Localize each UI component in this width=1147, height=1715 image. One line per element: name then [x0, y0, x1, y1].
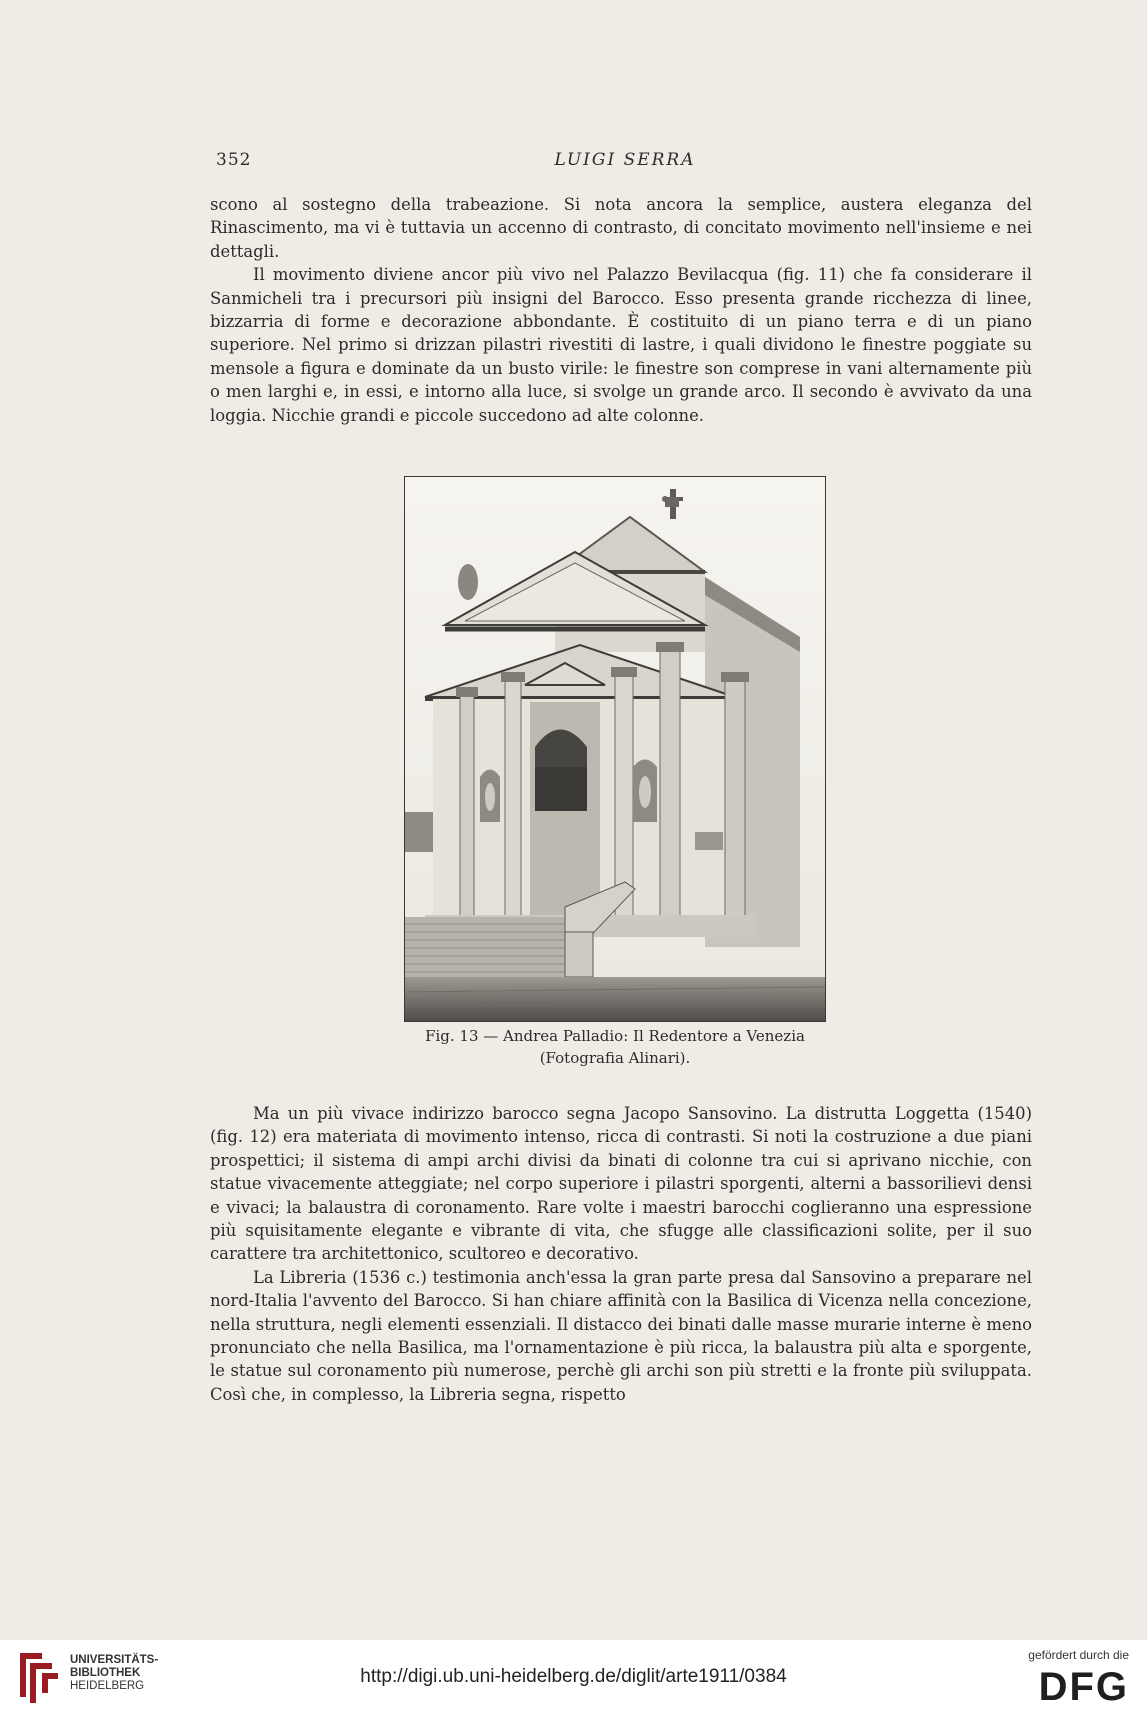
paragraph: La Libreria (1536 c.) testimonia anch'essa la gran parte presa dal Sansovino a preparare nel nord-Italia l'avvento del Barocco. Si han chiare affinità con la Basilica di Vicenza nella concezione, nella struttura, negli elementi essenziali. Il distacco dei binati dalle masse murarie interne è meno pronunciato che nella Basilica, ma l'ornamentazione è più ricca, la balaustra più alta e sporgente, le statue sul coronamento più numerose, perchè gli archi son più stretti e la fronte più sviluppata. Così che, in complesso, la Libreria segna, rispetto: [210, 1267, 1032, 1404]
figure-caption: [380, 1025, 850, 1069]
dfg-logo: DFG: [1038, 1665, 1129, 1709]
viewer-footer: [0, 1640, 1147, 1715]
paragraph: Il movimento diviene ancor più vivo nel Palazzo Bevilacqua (fig. 11) che fa considerare il Sanmicheli tra i precursori più insigni del Barocco. Esso presenta grande ricchezza di linee, bizzarria di forme e decorazione abbondante. È costituito di un piano terra e di un piano superiore. Nel primo si drizzan pilastri rivestiti di lastre, i quali dividono le finestre poggiate su mensole a figura e dominate da un busto virile: le finestre son comprese in vani alternamente più o men larghi e, in essi, e intorno alla luce, si svolge un grande arco. Il secondo è avvivato da una loggia. Nicchie grandi e piccole succedono ad alte colonne.: [210, 265, 1032, 425]
paragraph: scono al sostegno della trabeazione. Si nota ancora la semplice, austera eleganza del Rinascimento, ma vi è tuttavia un accenno di contrasto, di concitato movimento nell'insieme e nei dettagli.: [210, 195, 1032, 261]
figure-photograph: [404, 476, 826, 1022]
library-line: UNIVERSITÄTS-: [70, 1654, 159, 1666]
permalink-url[interactable]: http://digi.ub.uni-heidelberg.de/diglit/arte1911/0384: [360, 1666, 787, 1687]
page-number: 352: [216, 150, 252, 170]
running-head: [216, 150, 1034, 176]
running-title: LUIGI SERRA: [554, 150, 696, 170]
body-text-top: [210, 193, 1032, 427]
caption-line-1: Fig. 13 — Andrea Palladio: Il Redentore a Venezia: [425, 1027, 805, 1045]
library-line: BIBLIOTHEK: [70, 1667, 141, 1679]
church-facade-photo: [405, 477, 825, 1021]
paragraph: Ma un più vivace indirizzo barocco segna Jacopo Sansovino. La distrutta Loggetta (1540) (fig. 12) era materiata di movimento intenso, ricca di contrasti. Si noti la costruzione a due piani prospettici; il sistema di ampi archi divisi da binati di colonne tra cui si aprivano nicchie, con statue vivacemente atteggiate; nel corpo superiore i pilastri sporgenti, alterni a bassorilievi densi e vivaci; la balaustra di coronamento. Rare volte i maestri barocchi coglieranno una espressione più squisitamente elegante e vibrante di vita, che sfugge alle classificazioni solite, per il suo carattere tra architettonico, scultoreo e decorativo.: [210, 1104, 1032, 1264]
caption-line-2: (Fotografia Alinari).: [539, 1049, 691, 1067]
body-text-bottom: [210, 1102, 1032, 1406]
funder-note: gefördert durch die: [1028, 1648, 1129, 1662]
library-line: HEIDELBERG: [70, 1680, 145, 1692]
